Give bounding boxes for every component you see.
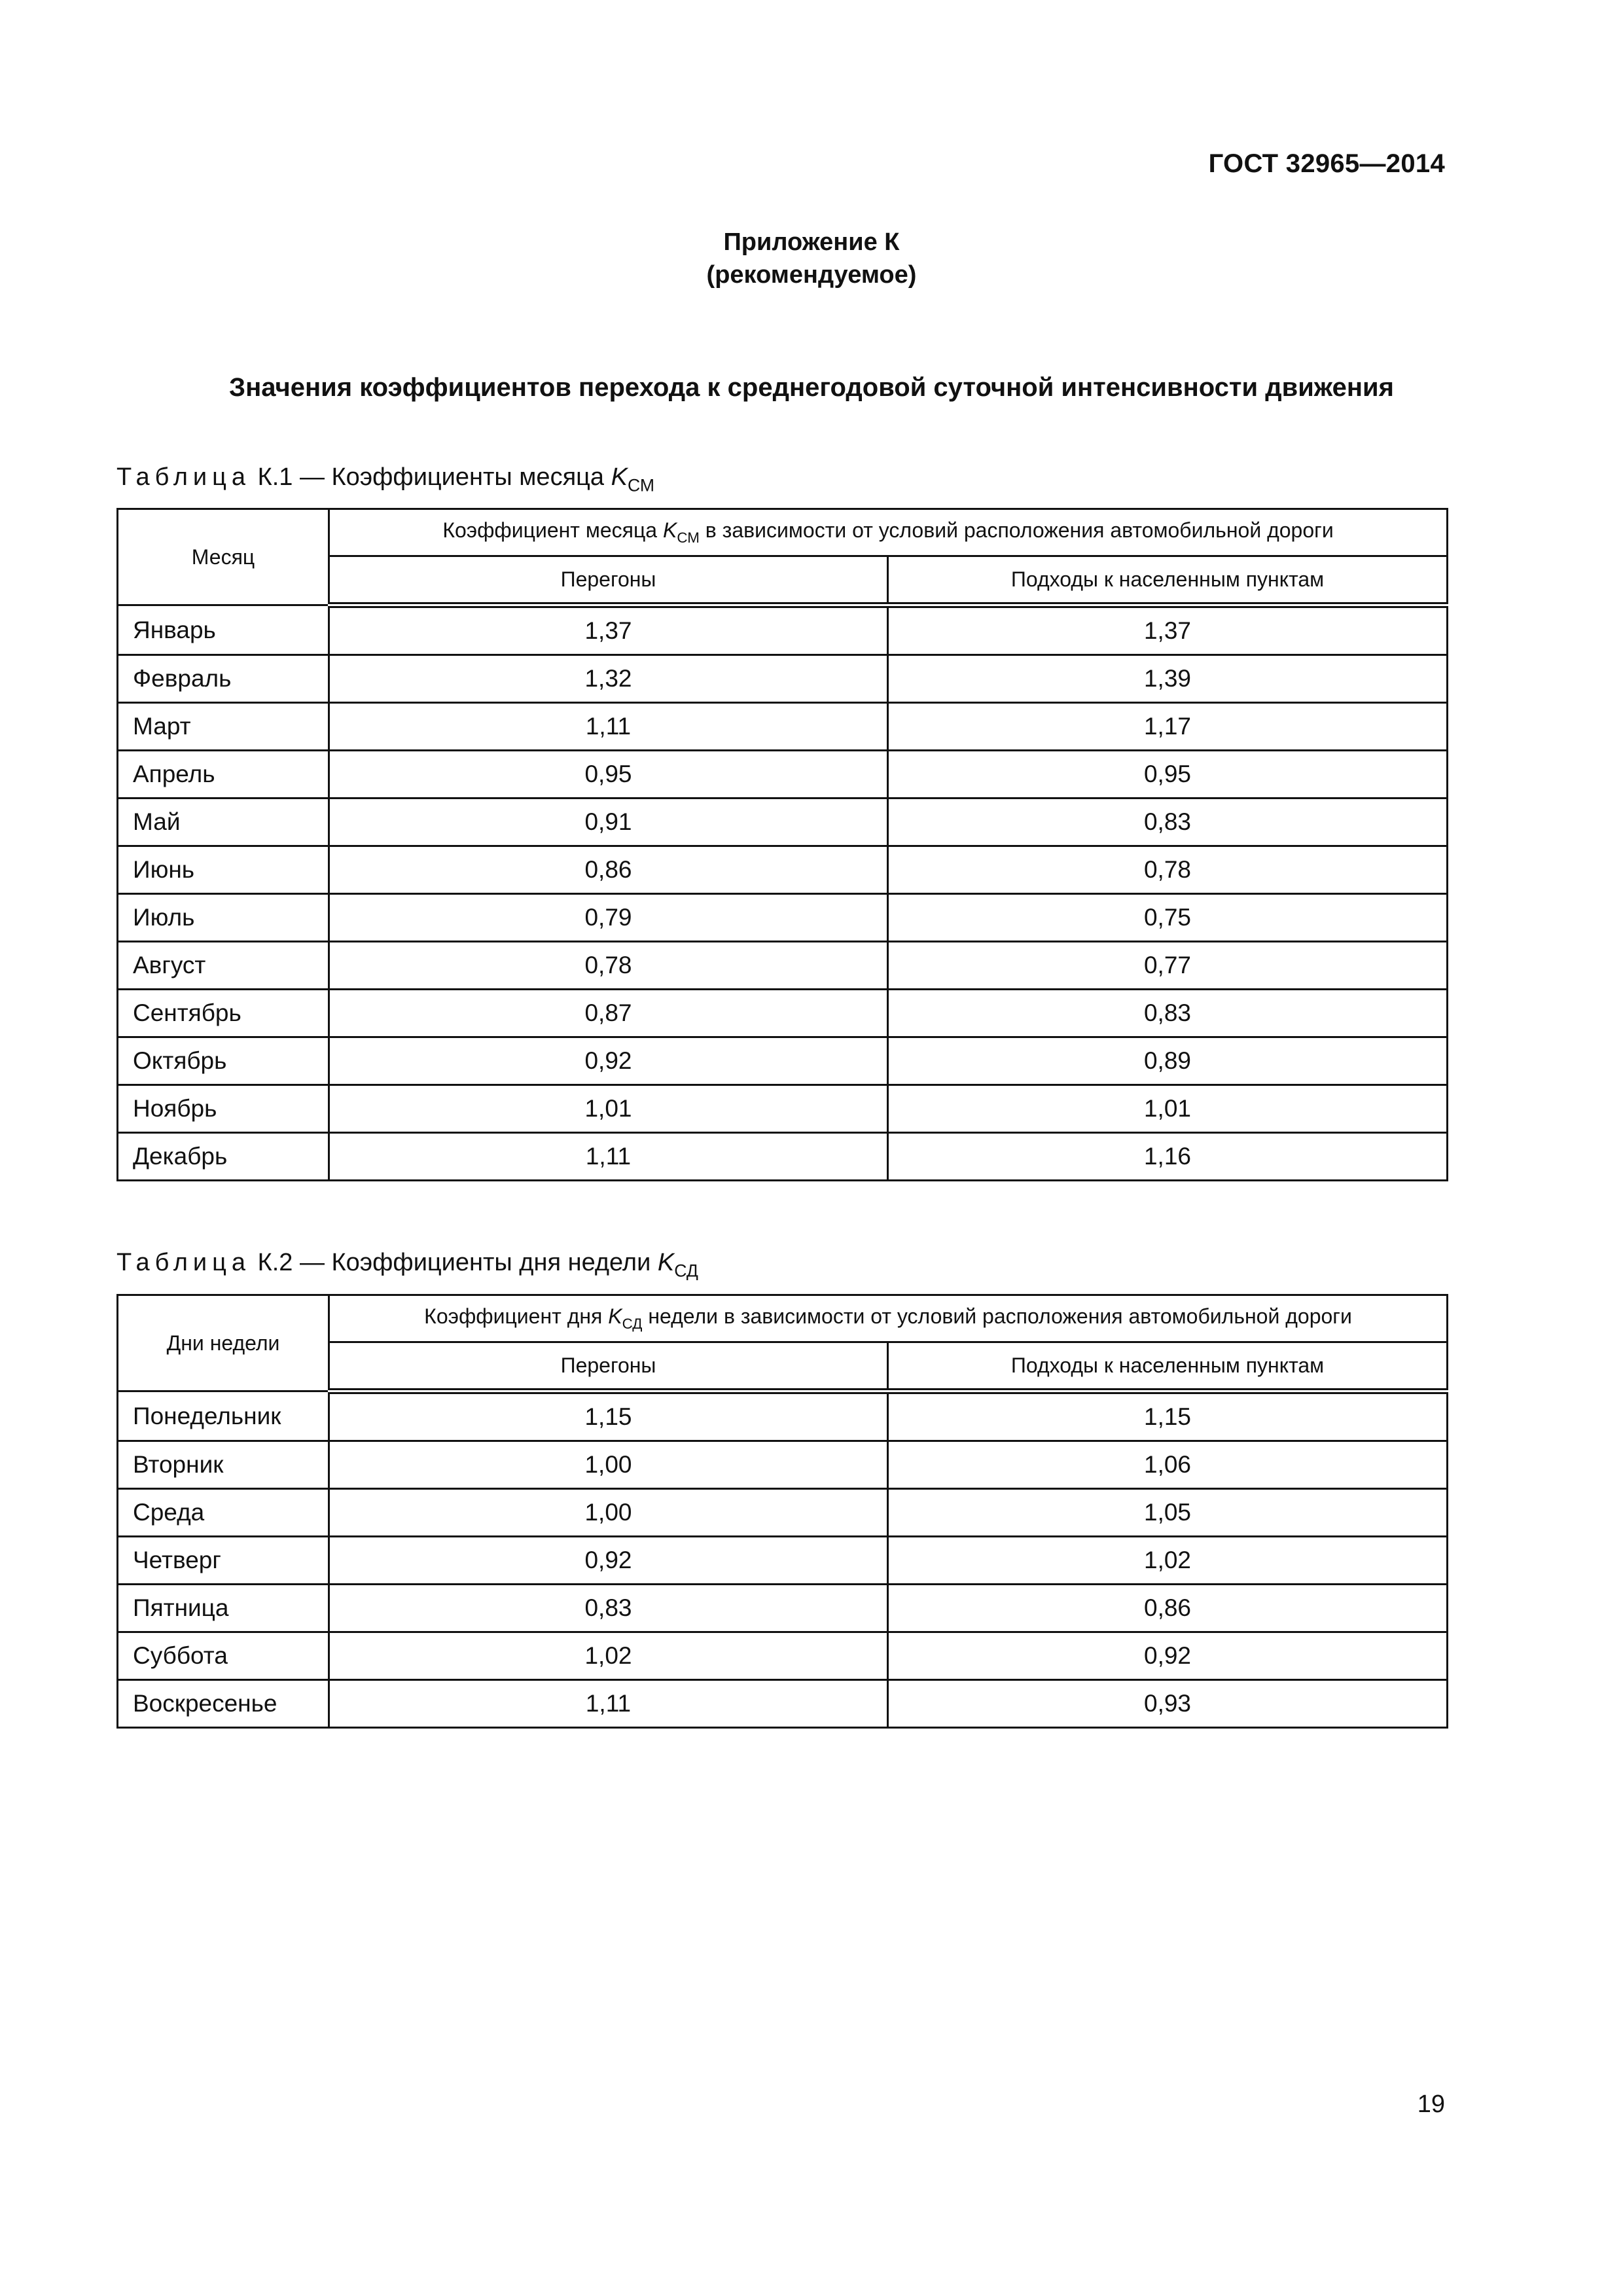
row-label: Пятница <box>118 1585 329 1632</box>
table1-caption-subscript: СМ <box>627 475 655 495</box>
value-podkhody: 1,16 <box>888 1133 1448 1181</box>
row-label: Май <box>118 798 329 846</box>
table-row <box>118 655 1448 703</box>
value-peregony: 0,86 <box>329 846 888 894</box>
row-label: Вторник <box>118 1441 329 1489</box>
value-peregony: 1,11 <box>329 1133 888 1181</box>
table1-caption-text: К.1 — Коэффициенты месяца <box>257 463 611 491</box>
table2-group-header-post: недели в зависимости от условий расположения автомобильной дороги <box>642 1304 1352 1329</box>
table2-row-header: Дни недели <box>118 1295 329 1391</box>
value-podkhody: 1,39 <box>888 655 1448 703</box>
value-podkhody: 0,75 <box>888 894 1448 942</box>
row-label: Четверг <box>118 1537 329 1585</box>
row-label: Март <box>118 703 329 751</box>
page-number: 19 <box>1417 2090 1445 2118</box>
value-podkhody: 0,83 <box>888 798 1448 846</box>
table1-caption <box>116 463 654 495</box>
value-peregony: 0,79 <box>329 894 888 942</box>
value-podkhody: 0,95 <box>888 751 1448 798</box>
value-podkhody: 0,86 <box>888 1585 1448 1632</box>
row-label: Август <box>118 942 329 990</box>
table1-col-podkhody: Подходы к населенным пунктам <box>888 556 1448 605</box>
value-podkhody: 1,15 <box>888 1391 1448 1441</box>
value-peregony: 1,15 <box>329 1391 888 1441</box>
table1-caption-label: Таблица <box>116 463 251 491</box>
appendix-heading <box>0 226 1623 291</box>
value-peregony: 0,92 <box>329 1037 888 1085</box>
value-peregony: 1,11 <box>329 1680 888 1728</box>
table2-group-header-symbol: K <box>608 1304 622 1329</box>
table2-caption <box>116 1249 698 1281</box>
table2 <box>116 1294 1448 1729</box>
row-label: Октябрь <box>118 1037 329 1085</box>
table2-col-peregony: Перегоны <box>329 1342 888 1391</box>
row-label: Ноябрь <box>118 1085 329 1133</box>
row-label: Июнь <box>118 846 329 894</box>
value-peregony: 0,92 <box>329 1537 888 1585</box>
value-peregony: 1,00 <box>329 1441 888 1489</box>
table1-group-header-sub: СМ <box>677 529 700 546</box>
table-row <box>118 990 1448 1037</box>
value-peregony: 1,01 <box>329 1085 888 1133</box>
value-podkhody: 1,37 <box>888 605 1448 655</box>
row-label: Февраль <box>118 655 329 703</box>
table-row <box>118 605 1448 655</box>
table1 <box>116 508 1448 1181</box>
value-podkhody: 0,93 <box>888 1680 1448 1728</box>
table1-group-header-pre: Коэффициент месяца <box>442 518 663 543</box>
table-row <box>118 703 1448 751</box>
table-row <box>118 846 1448 894</box>
value-peregony: 0,78 <box>329 942 888 990</box>
value-podkhody: 1,05 <box>888 1489 1448 1537</box>
value-podkhody: 0,89 <box>888 1037 1448 1085</box>
row-label: Июль <box>118 894 329 942</box>
row-label: Апрель <box>118 751 329 798</box>
table-row <box>118 1680 1448 1728</box>
value-podkhody: 0,92 <box>888 1632 1448 1680</box>
table-row <box>118 798 1448 846</box>
value-peregony: 1,02 <box>329 1632 888 1680</box>
table1-body <box>118 605 1448 1181</box>
value-podkhody: 0,78 <box>888 846 1448 894</box>
row-label: Понедельник <box>118 1391 329 1441</box>
table2-col-podkhody: Подходы к населенным пунктам <box>888 1342 1448 1391</box>
table2-group-header-pre: Коэффициент дня <box>424 1304 609 1329</box>
table2-caption-subscript: СД <box>674 1261 698 1281</box>
table-row <box>118 1391 1448 1441</box>
value-peregony: 1,37 <box>329 605 888 655</box>
row-label: Суббота <box>118 1632 329 1680</box>
table-row <box>118 942 1448 990</box>
table-row <box>118 751 1448 798</box>
row-label: Декабрь <box>118 1133 329 1181</box>
table2-caption-label: Таблица <box>116 1249 251 1276</box>
table-row <box>118 1441 1448 1489</box>
table2-caption-symbol: K <box>657 1249 675 1276</box>
table-row <box>118 1489 1448 1537</box>
value-podkhody: 1,17 <box>888 703 1448 751</box>
table-row <box>118 894 1448 942</box>
table-row <box>118 1537 1448 1585</box>
value-podkhody: 0,83 <box>888 990 1448 1037</box>
value-podkhody: 1,02 <box>888 1537 1448 1585</box>
appendix-title: Приложение К <box>723 228 900 256</box>
table1-row-header: Месяц <box>118 509 329 605</box>
table1-group-header <box>329 509 1448 556</box>
standard-designation: ГОСТ 32965—2014 <box>1208 149 1445 178</box>
table-row <box>118 1133 1448 1181</box>
value-peregony: 0,83 <box>329 1585 888 1632</box>
value-podkhody: 0,77 <box>888 942 1448 990</box>
table1-group-header-symbol: K <box>662 518 677 543</box>
row-label: Январь <box>118 605 329 655</box>
table-row <box>118 1632 1448 1680</box>
appendix-subtitle: (рекомендуемое) <box>706 261 917 289</box>
table1-caption-symbol: K <box>611 463 628 491</box>
value-peregony: 0,95 <box>329 751 888 798</box>
row-label: Среда <box>118 1489 329 1537</box>
row-label: Сентябрь <box>118 990 329 1037</box>
value-peregony: 0,91 <box>329 798 888 846</box>
value-peregony: 1,00 <box>329 1489 888 1537</box>
value-peregony: 1,11 <box>329 703 888 751</box>
table1-col-peregony: Перегоны <box>329 556 888 605</box>
value-peregony: 0,87 <box>329 990 888 1037</box>
table-row <box>118 1585 1448 1632</box>
value-podkhody: 1,06 <box>888 1441 1448 1489</box>
table-row <box>118 1085 1448 1133</box>
value-peregony: 1,32 <box>329 655 888 703</box>
table-row <box>118 1037 1448 1085</box>
table2-body <box>118 1391 1448 1728</box>
table2-caption-text: К.2 — Коэффициенты дня недели <box>257 1249 658 1276</box>
table2-group-header <box>329 1295 1448 1342</box>
table2-group-header-sub: СД <box>622 1315 643 1332</box>
value-podkhody: 1,01 <box>888 1085 1448 1133</box>
table1-group-header-post: в зависимости от условий расположения автомобильной дороги <box>699 518 1334 543</box>
row-label: Воскресенье <box>118 1680 329 1728</box>
main-title: Значения коэффициентов перехода к среднегодовой суточной интенсивности движения <box>229 373 1394 402</box>
